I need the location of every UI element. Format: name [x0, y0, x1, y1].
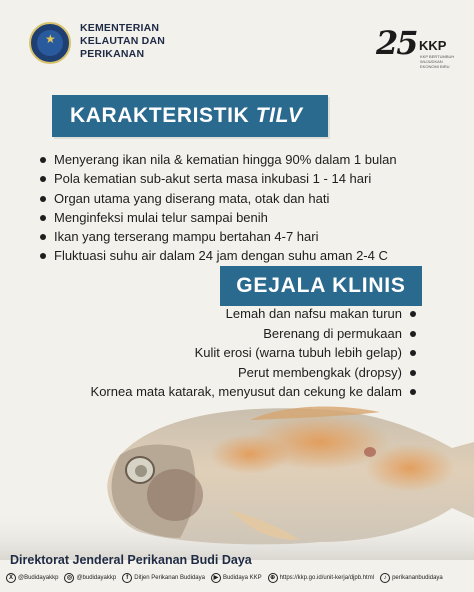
list-item: Lemah dan nafsu makan turun: [38, 304, 418, 324]
footer-title: Direktorat Jenderal Perikanan Budi Daya: [10, 553, 252, 567]
list-item: Menginfeksi mulai telur sampai benih: [38, 208, 458, 227]
bullet-icon: [40, 157, 46, 163]
social-links: [6, 571, 472, 585]
list-item: Berenang di permukaan: [38, 324, 418, 344]
bullet-icon: [410, 311, 416, 317]
gejala-list: [38, 304, 418, 402]
list-item: Kornea mata katarak, menyusut dan cekung ke dalam: [38, 382, 418, 402]
bullet-icon: [410, 350, 416, 356]
social-link-youtube[interactable]: ▶ Budidaya KKP: [211, 573, 262, 583]
list-item: Kulit erosi (warna tubuh lebih gelap): [38, 343, 418, 363]
list-item: Fluktuasi suhu air dalam 24 jam dengan suhu aman 2-4 C: [38, 246, 458, 265]
bullet-icon: [40, 234, 46, 240]
list-item: Perut membengkak (dropsy): [38, 363, 418, 383]
anniversary-tagline: KKP BERTUMBUH WUJUDKAN EKONOMI BIRU: [420, 54, 455, 69]
ministry-logo: [29, 22, 71, 64]
karakteristik-list: [38, 150, 458, 266]
social-link-instagram[interactable]: ◎ @budidayakkp: [64, 573, 116, 583]
gejala-title: GEJALA KLINIS: [236, 274, 406, 297]
bullet-icon: [410, 370, 416, 376]
list-item: Pola kematian sub-akut serta masa inkubasi 1 - 14 hari: [38, 169, 458, 188]
anniversary-number: 25: [376, 24, 417, 62]
star-icon: ★: [45, 32, 56, 46]
anniversary-brand: KKP: [419, 38, 447, 53]
ministry-line: KEMENTERIAN: [80, 22, 160, 34]
ministry-line: PERIKANAN: [80, 48, 145, 60]
tiktok-icon: ♪: [380, 573, 390, 583]
bullet-icon: [40, 196, 46, 202]
bullet-icon: [40, 176, 46, 182]
web-icon: ⊕: [268, 573, 278, 583]
social-link-web[interactable]: ⊕ https://kkp.go.id/unit-kerja/djpb.html: [268, 573, 374, 583]
list-item: Ikan yang terserang mampu bertahan 4-7 hari: [38, 227, 458, 246]
facebook-icon: f: [122, 573, 132, 583]
karakteristik-title-bar: [52, 95, 328, 137]
bullet-icon: [40, 253, 46, 259]
social-link-x[interactable]: X @Budidayakkp: [6, 573, 58, 583]
ministry-name: [80, 22, 165, 61]
gejala-title-bar: [220, 266, 422, 306]
social-link-facebook[interactable]: f Ditjen Perikanan Budidaya: [122, 573, 205, 583]
bullet-icon: [410, 331, 416, 337]
karakteristik-title: KARAKTERISTIK TILV: [70, 104, 303, 127]
x-icon: X: [6, 573, 16, 583]
diseased-fish-illustration: [0, 390, 474, 560]
youtube-icon: ▶: [211, 573, 221, 583]
list-item: Organ utama yang diserang mata, otak dan hati: [38, 189, 458, 208]
bullet-icon: [40, 215, 46, 221]
instagram-icon: ◎: [64, 573, 74, 583]
ministry-line: KELAUTAN DAN: [80, 35, 166, 47]
social-link-tiktok[interactable]: ♪ perikananbudidaya: [380, 573, 443, 583]
list-item: Menyerang ikan nila & kematian hingga 90% dalam 1 bulan: [38, 150, 458, 169]
